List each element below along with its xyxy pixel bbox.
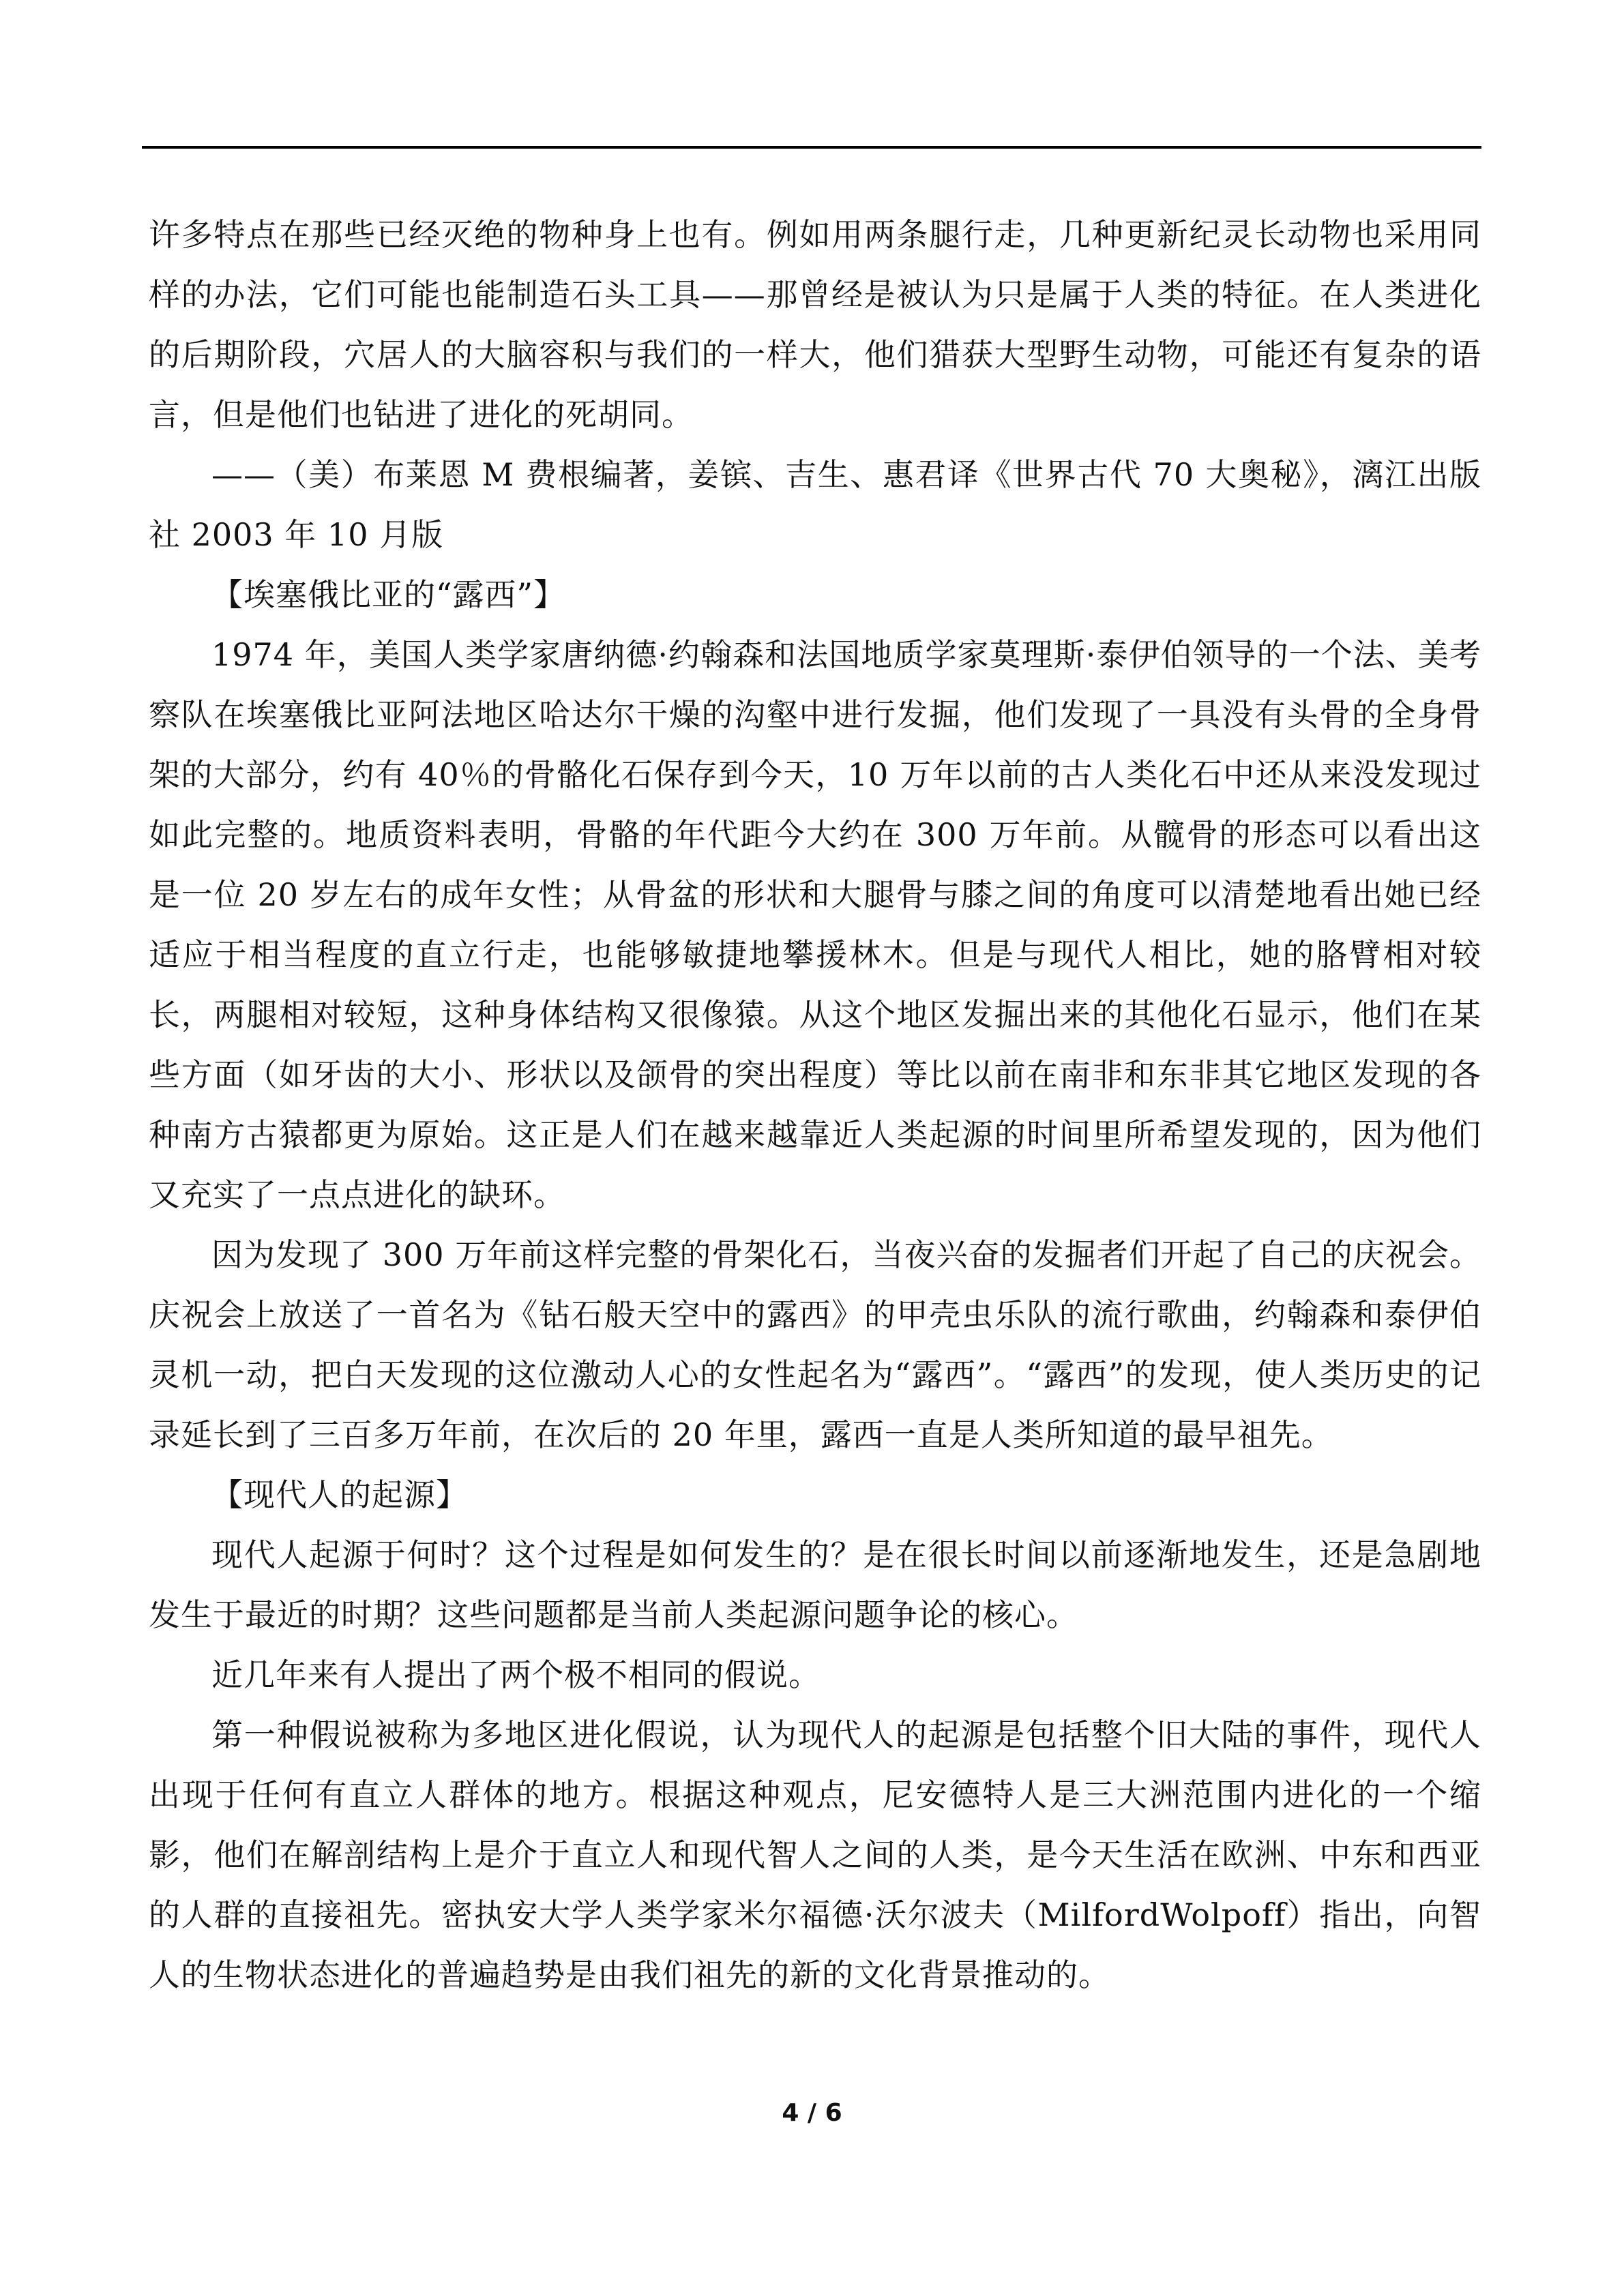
- page-number: 4 / 6: [782, 2099, 842, 2127]
- document-body: [149, 205, 1481, 2005]
- paragraph-two-hypotheses: 近几年来有人提出了两个极不相同的假说。: [211, 1656, 821, 1693]
- citation: ——（美）布莱恩 M 费根编著，姜镔、吉生、惠君译《世界古代 70 大奥秘》，漓江出版社 2003 年 10 月版: [149, 456, 1481, 553]
- section-heading-modern-human-origin: 【现代人的起源】: [211, 1476, 468, 1513]
- section-heading-lucy: 【埃塞俄比亚的“露西”】: [211, 576, 566, 613]
- paragraph-lucy-discovery: 1974 年，美国人类学家唐纳德·约翰森和法国地质学家莫理斯·泰伊伯领导的一个法、美考察队在埃塞俄比亚阿法地区哈达尔干燥的沟壑中进行发掘，他们发现了一具没有头骨的全身骨架的大部分，约有 40％的骨骼化石保存到今天，10 万年以前的古人类化石中还从来没发现过如此完整的。地质资料表明，骨骼的年代距今大约在 300 万年前。从髋骨的形态可以看出这是一位 20 岁左右的成年女性；从骨盆的形状和大腿骨与膝之间的角度可以清楚地看出她已经适应于相当程度的直立行走，也能够敏捷地攀援林木。但是与现代人相比，她的胳臂相对较长，两腿相对较短，这种身体结构又很像猿。从这个地区发掘出来的其他化石显示，他们在某些方面（如牙齿的大小、形状以及颌骨的突出程度）等比以前在南非和东非其它地区发现的各种南方古猿都更为原始。这正是人们在越来越靠近人类起源的时间里所希望发现的，因为他们又充实了一点点进化的缺环。: [149, 636, 1481, 1213]
- header-rule: [142, 146, 1481, 149]
- paragraph-multiregional-hypothesis: 第一种假说被称为多地区进化假说，认为现代人的起源是包括整个旧大陆的事件，现代人出现于任何有直立人群体的地方。根据这种观点，尼安德特人是三大洲范围内进化的一个缩影，他们在解剖结构上是介于直立人和现代智人之间的人类，是今天生活在欧洲、中东和西亚的人群的直接祖先。密执安大学人类学家米尔福德·沃尔波夫（MilfordWolpoff）指出，向智人的生物状态进化的普遍趋势是由我们祖先的新的文化背景推动的。: [149, 1716, 1481, 1993]
- paragraph-continuation: 许多特点在那些已经灭绝的物种身上也有。例如用两条腿行走，几种更新纪灵长动物也采用同样的办法，它们可能也能制造石头工具——那曾经是被认为只是属于人类的特征。在人类进化的后期阶段，穴居人的大脑容积与我们的一样大，他们猎获大型野生动物，可能还有复杂的语言，但是他们也钻进了进化的死胡同。: [149, 216, 1481, 433]
- paragraph-lucy-naming: 因为发现了 300 万年前这样完整的骨架化石，当夜兴奋的发掘者们开起了自己的庆祝会。庆祝会上放送了一首名为《钻石般天空中的露西》的甲壳虫乐队的流行歌曲，约翰森和泰伊伯灵机一动，把白天发现的这位激动人心的女性起名为“露西”。“露西”的发现，使人类历史的记录延长到了三百多万年前，在次后的 20 年里，露西一直是人类所知道的最早祖先。: [149, 1236, 1481, 1453]
- paragraph-origin-questions: 现代人起源于何时？这个过程是如何发生的？是在很长时间以前逐渐地发生，还是急剧地发生于最近的时期？这些问题都是当前人类起源问题争论的核心。: [149, 1536, 1481, 1633]
